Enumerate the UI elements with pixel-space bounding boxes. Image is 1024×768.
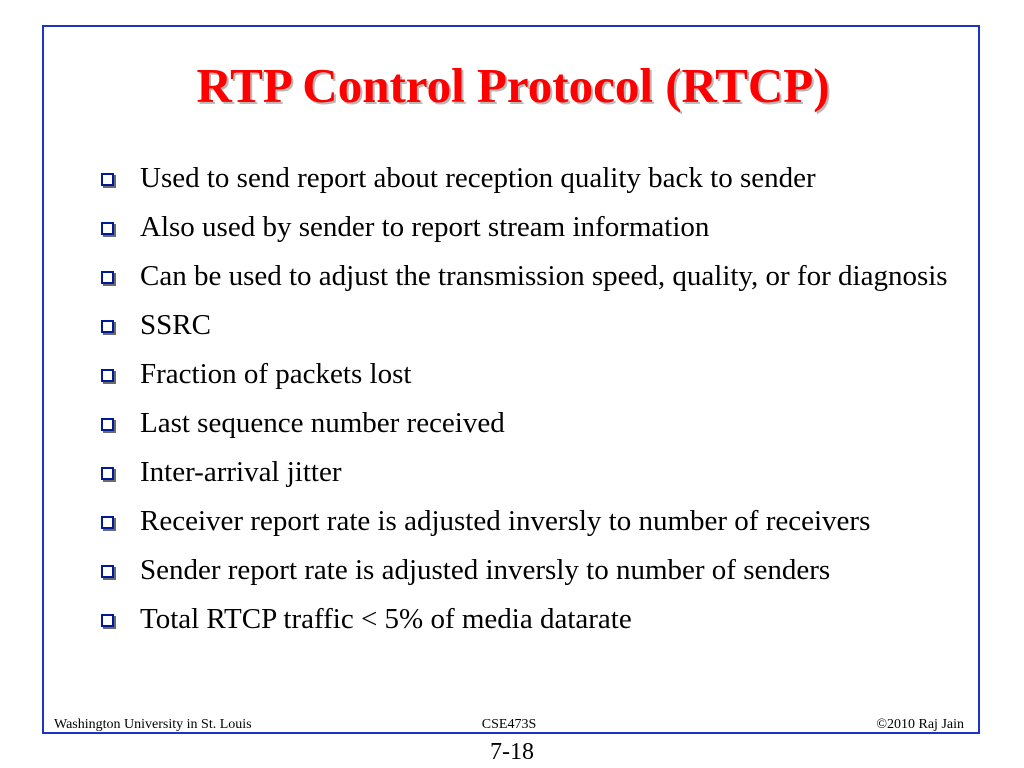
hollow-square-icon xyxy=(101,222,114,235)
hollow-square-icon xyxy=(101,369,114,382)
hollow-square-icon xyxy=(101,467,114,480)
bullet-item xyxy=(92,208,972,246)
hollow-square-icon xyxy=(101,614,114,627)
hollow-square-icon xyxy=(101,173,114,186)
bullet-text: Also used by sender to report stream information xyxy=(140,211,710,243)
hollow-square-icon xyxy=(101,418,114,431)
bullet-item xyxy=(92,159,972,197)
bullet-item xyxy=(92,453,972,491)
hollow-square-icon xyxy=(101,320,114,333)
bullet-text: Can be used to adjust the transmission speed, quality, or for diagnosis xyxy=(140,260,948,292)
bullet-item xyxy=(92,306,972,344)
bullet-text: Total RTCP traffic < 5% of media datarate xyxy=(140,603,632,635)
footer-course: CSE473S xyxy=(481,717,537,732)
bullet-text: Last sequence number received xyxy=(140,407,505,439)
bullet-text: Inter-arrival jitter xyxy=(140,456,342,488)
bullet-text: Fraction of packets lost xyxy=(140,358,412,390)
bullet-item xyxy=(92,600,972,638)
slide-frame xyxy=(42,25,980,734)
bullet-text: Sender report rate is adjusted inversly to number of senders xyxy=(140,554,831,586)
bullet-item xyxy=(92,404,972,442)
footer-institution: Washington University in St. Louis xyxy=(54,717,252,732)
bullet-item xyxy=(92,551,972,589)
bullet-item xyxy=(92,355,972,393)
bullet-text: Receiver report rate is adjusted inversly to number of receivers xyxy=(140,505,871,537)
hollow-square-icon xyxy=(101,271,114,284)
bullet-item xyxy=(92,257,972,295)
bullet-text: SSRC xyxy=(140,309,211,341)
bullet-item xyxy=(92,502,972,540)
slide-title: RTP Control Protocol (RTCP) xyxy=(196,58,830,113)
bullet-text: Used to send report about reception quality back to sender xyxy=(140,162,816,194)
hollow-square-icon xyxy=(101,565,114,578)
footer-copyright: ©2010 Raj Jain xyxy=(876,717,964,732)
hollow-square-icon xyxy=(101,516,114,529)
page-number: 7-18 xyxy=(490,739,534,765)
bullet-list xyxy=(92,159,972,649)
